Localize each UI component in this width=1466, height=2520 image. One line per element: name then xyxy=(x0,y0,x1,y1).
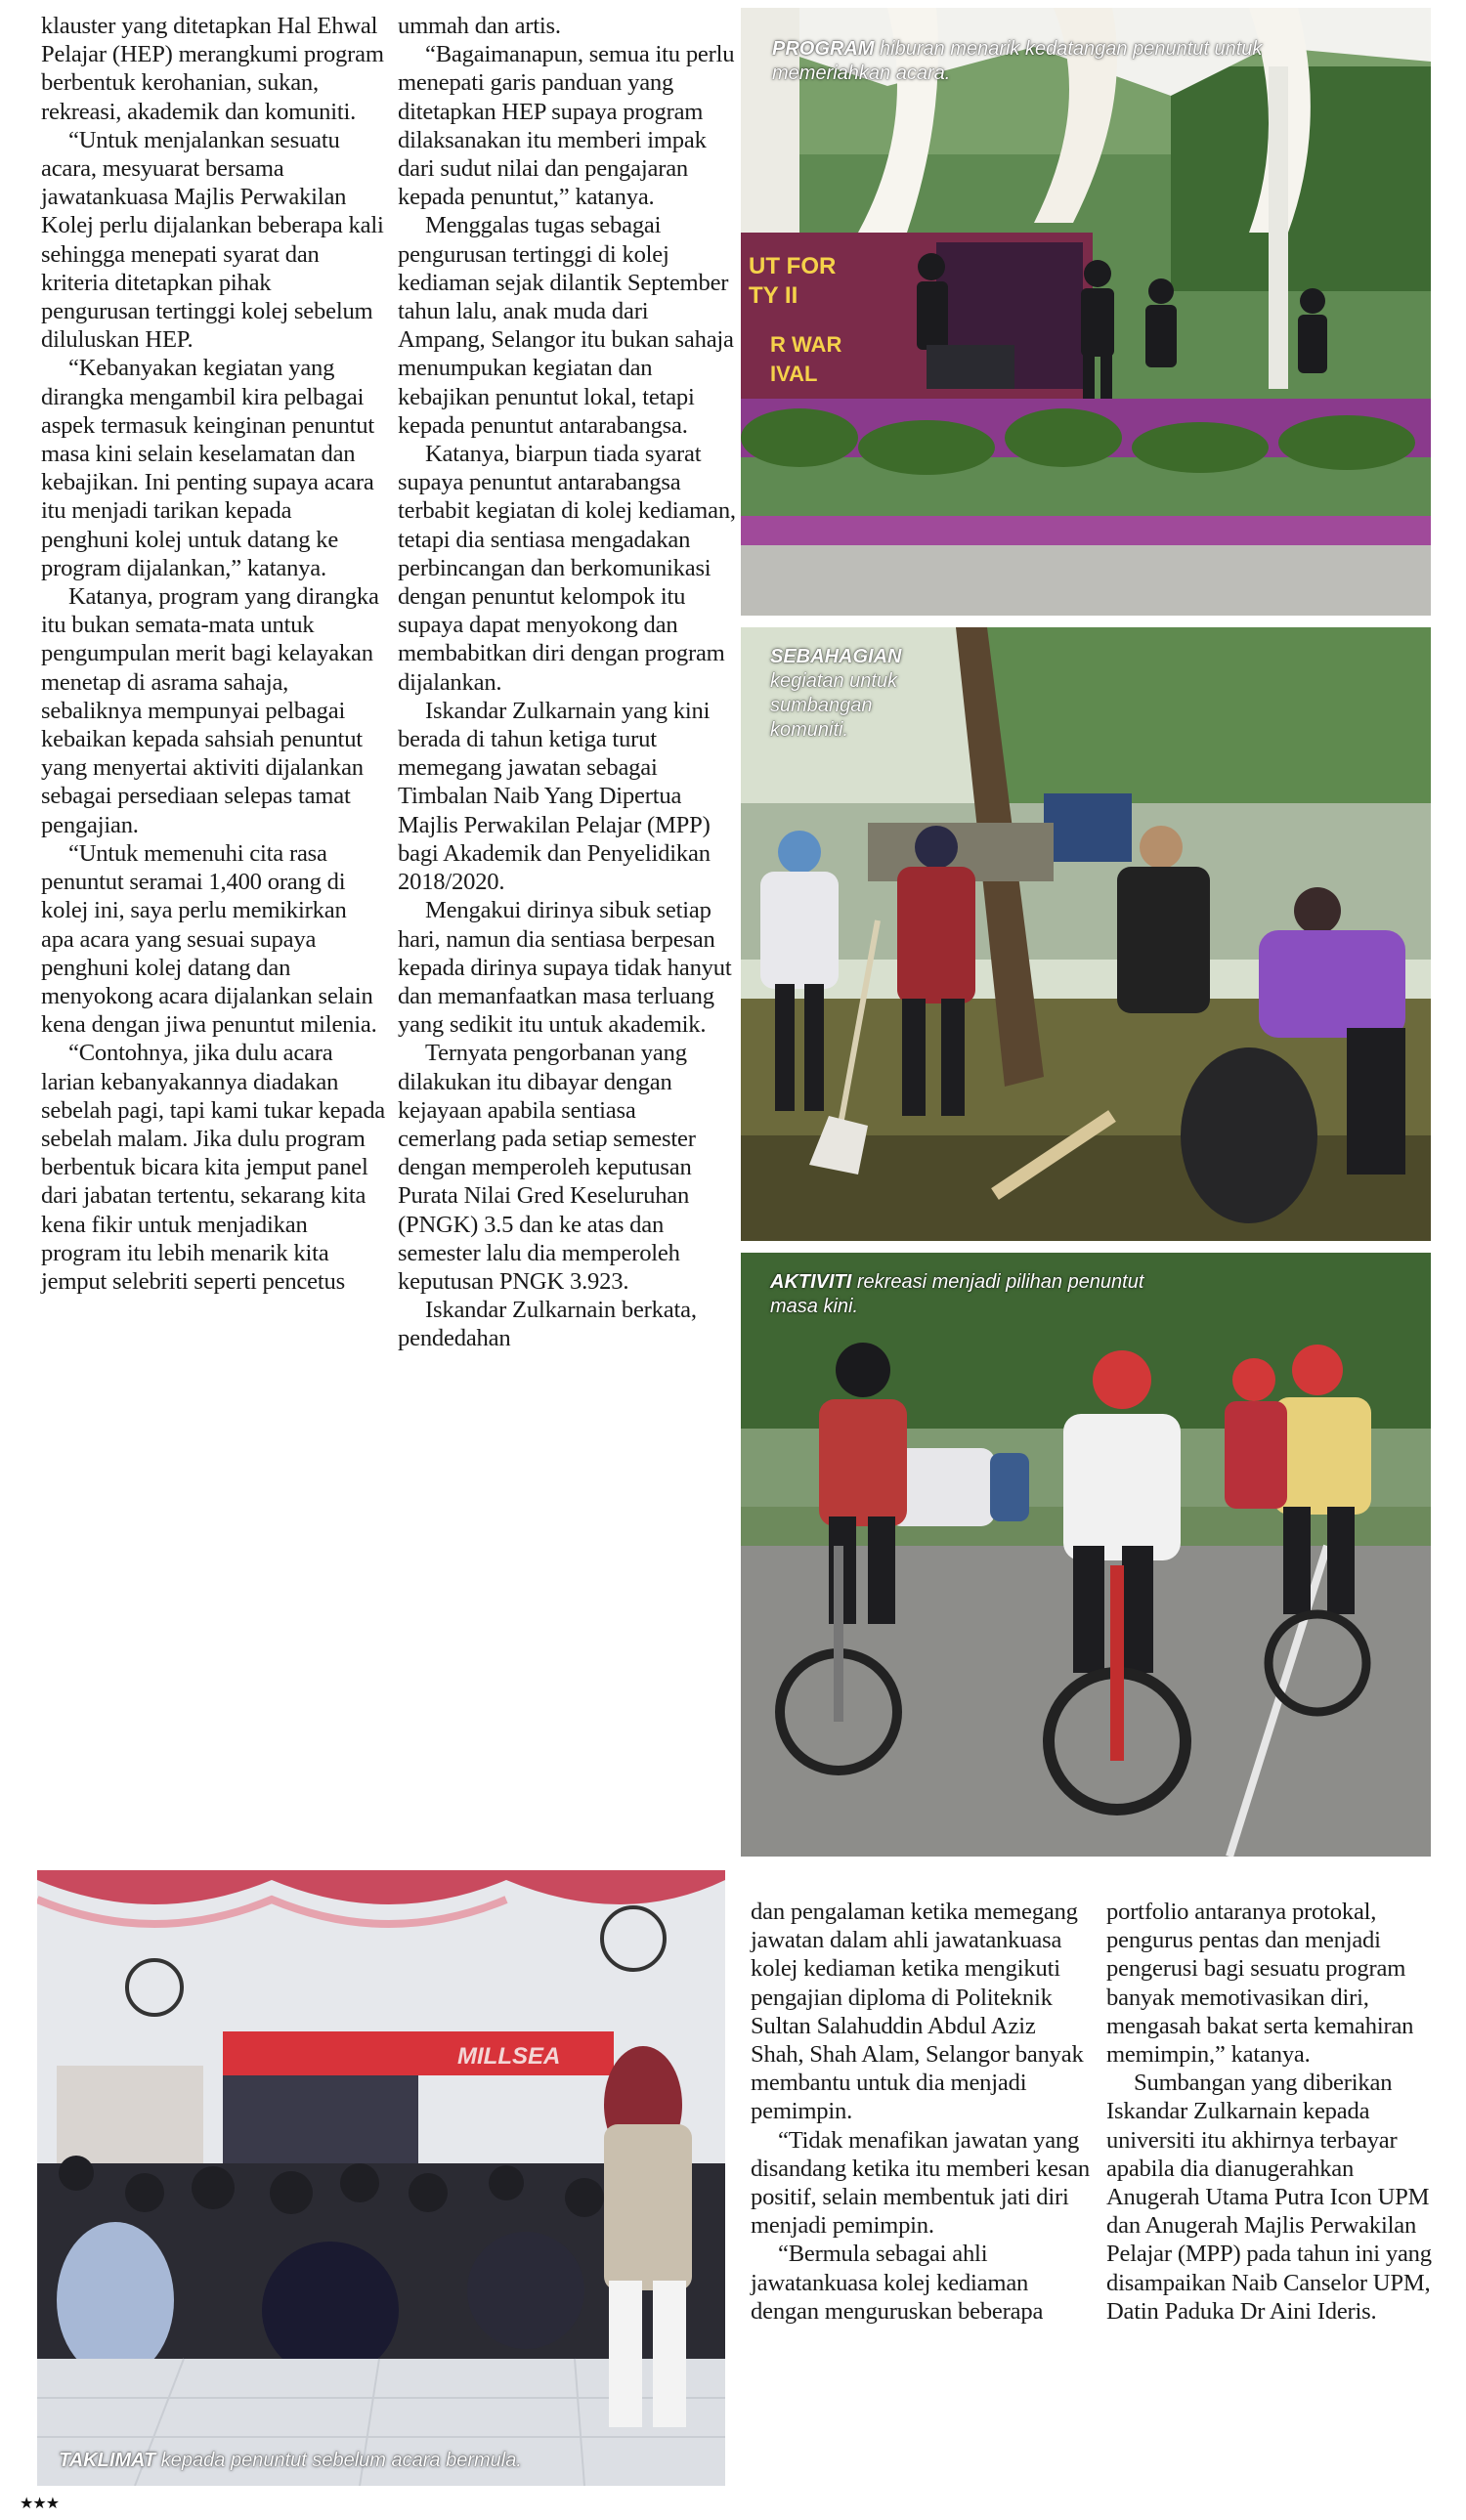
caption-text: kegiatan untuk sumbangan komuniti. xyxy=(770,670,898,741)
cycling-illustration xyxy=(741,1253,1431,1857)
paragraph: “Bagaimanapun, semua itu perlu menepati garis panduan yang ditetapkan HEP supaya program dilaksanakan itu memberi impak dari sudut nilai dan pengajaran kepada penuntut,” katanya. xyxy=(398,41,735,211)
photo-caption xyxy=(772,37,1280,86)
caption-text: rekreasi menjadi pilihan penuntut masa kini. xyxy=(770,1271,1144,1317)
briefing-illustration xyxy=(37,1870,725,2486)
paragraph: Iskandar Zulkarnain yang kini berada di tahun ketiga turut memegang jawatan sebagai Timbalan Naib Yang Dipertua Majlis Perwakilan Pelajar (MPP) bagi Akademik dan Penyelidikan 2018/2020. xyxy=(398,697,711,896)
photo-community xyxy=(741,627,1431,1241)
paragraph: portfolio antaranya protokal, pengurus pentas dan menjadi pengerusi bagi sesuatu program banyak memotivasikan diri, mengasah bakat serta kemahiran memimpin,” katanya. xyxy=(1106,1899,1414,2069)
paragraph: ummah dan artis. xyxy=(398,13,561,39)
caption-lead: SEBAHAGIAN xyxy=(770,646,902,667)
photo-caption xyxy=(59,2449,606,2473)
caption-lead: PROGRAM xyxy=(772,38,875,60)
caption-lead: TAKLIMAT xyxy=(59,2450,156,2471)
article-column-2 xyxy=(398,12,740,1353)
banner-text: UT FOR xyxy=(749,253,837,279)
paragraph: “Bermula sebagai ahli jawatankuasa kolej kediaman dengan menguruskan beberapa xyxy=(751,2241,1044,2325)
photo-briefing xyxy=(37,1870,725,2486)
paragraph: Iskandar Zulkarnain berkata, pendedahan xyxy=(398,1297,697,1352)
paragraph: “Untuk memenuhi cita rasa penuntut seramai 1,400 orang di kolej ini, saya perlu memikirkan apa acara yang sesuai supaya penghuni kolej datang dan menyokong acara dijalankan selain kena dengan jiwa penuntut milenia. xyxy=(41,839,377,1039)
paragraph: Sumbangan yang diberikan Iskandar Zulkarnain kepada universiti itu akhirnya terbayar apabila dia dianugerahkan Anugerah Utama Putra Icon UPM dan Anugerah Majlis Perwakilan Pelajar (MPP) pada tahun ini yang disampaikan Naib Canselor UPM, Datin Paduka Dr Aini Ideris. xyxy=(1106,2070,1432,2325)
paragraph: Mengakui dirinya sibuk setiap hari, namun dia sentiasa berpesan kepada dirinya supaya tidak hanyut dan memanfaatkan masa terluang yang sedikit itu untuk akademik. xyxy=(398,897,732,1039)
paragraph: “Tidak menafikan jawatan yang disandang ketika itu memberi kesan positif, selain membentuk jati diri menjadi pemimpin. xyxy=(751,2126,1090,2240)
paragraph: Katanya, program yang dirangka itu bukan semata-mata untuk pengumpulan merit bagi kelayakan menetap di asrama sahaja, sebaliknya mempunyai pelbagai kebaikan kepada sahsiah penuntut yang menyertai aktiviti dijalankan sebagai persediaan selepas tamat pengajian. xyxy=(41,583,379,838)
paragraph: dan pengalaman ketika memegang jawatan dalam ahli jawatankuasa kolej kediaman ketika mengikuti pengajian diploma di Politeknik Sultan Salahuddin Abdul Aziz Shah, Shah Alam, Selangor banyak membantu untuk dia menjadi pemimpin. xyxy=(751,1899,1084,2125)
wall-text: MILLSEA xyxy=(457,2043,561,2070)
photo-caption xyxy=(770,1270,1181,1319)
paragraph: “Untuk menjalankan sesuatu acara, mesyuarat bersama jawatankuasa Majlis Perwakilan Kolej perlu dijalankan beberapa kali sehingga menepati syarat dan kriteria ditetapkan pihak pengurusan tertinggi kolej sebelum diluluskan HEP. xyxy=(41,126,384,354)
article-column-3 xyxy=(751,1898,1093,2326)
photo-concert xyxy=(741,8,1431,616)
paragraph: “Kebanyakan kegiatan yang dirangka mengambil kira pelbagai aspek termasuk keinginan penuntut masa kini selain keselamatan dan kebajikan. Ini penting supaya acara itu menjadi tarikan kepada penghuni kolej untuk datang ke program dijalankan,” katanya. xyxy=(41,355,375,581)
paragraph: Menggalas tugas sebagai pengurusan tertinggi di kolej kediaman sejak dilantik September tahun lalu, anak muda dari Ampang, Selangor itu bukan sahaja menumpukan kegiatan dan kebajikan penuntut lokal, tetapi kepada penuntut antarabangsa. xyxy=(398,212,734,439)
photo-caption xyxy=(770,645,936,743)
article-column-4 xyxy=(1106,1898,1450,2326)
article-column-1 xyxy=(41,12,385,1296)
banner-text: TY II xyxy=(749,282,798,309)
banner-text: R WAR xyxy=(770,332,842,357)
paragraph: Ternyata pengorbanan yang dilakukan itu dibayar dengan kejayaan apabila sentiasa cemerlang pada setiap semester dengan memperoleh keputusan Purata Nilai Gred Keseluruhan (PNGK) 3.5 dan ke atas dan semester lalu dia memperoleh keputusan PNGK 3.923. xyxy=(398,1040,696,1295)
paragraph: Katanya, biarpun tiada syarat supaya penuntut antarabangsa terbabit kegiatan di kolej kediaman, tetapi dia sentiasa mengadakan perbincangan dan berkomunikasi dengan penuntut kelompok itu supaya dapat menyokong dan membabitkan diri dengan program dijalankan. xyxy=(398,441,736,696)
concert-illustration xyxy=(741,8,1431,616)
caption-lead: AKTIVITI xyxy=(770,1271,852,1293)
footer-stars: ★★★ xyxy=(20,2494,60,2512)
banner-text: IVAL xyxy=(770,362,818,386)
caption-text: kepada penuntut sebelum acara bermula. xyxy=(155,2450,522,2471)
paragraph: klauster yang ditetapkan Hal Ehwal Pelajar (HEP) merangkumi program berbentuk kerohanian, sukan, rekreasi, akademik dan komuniti. xyxy=(41,13,384,125)
paragraph: “Contohnya, jika dulu acara larian kebanyakannya diadakan sebelah pagi, tapi kami tukar kepada sebelah malam. Jika dulu program berbentuk bicara kita jemput panel dari jabatan tertentu, sekarang kita kena fikir untuk menjadikan program itu lebih menarik kita jemput selebriti seperti pencetus xyxy=(41,1040,386,1295)
photo-cycling xyxy=(741,1253,1431,1857)
caption-text: hiburan menarik kedatangan penuntut untuk memeriahkan acara. xyxy=(772,38,1263,84)
